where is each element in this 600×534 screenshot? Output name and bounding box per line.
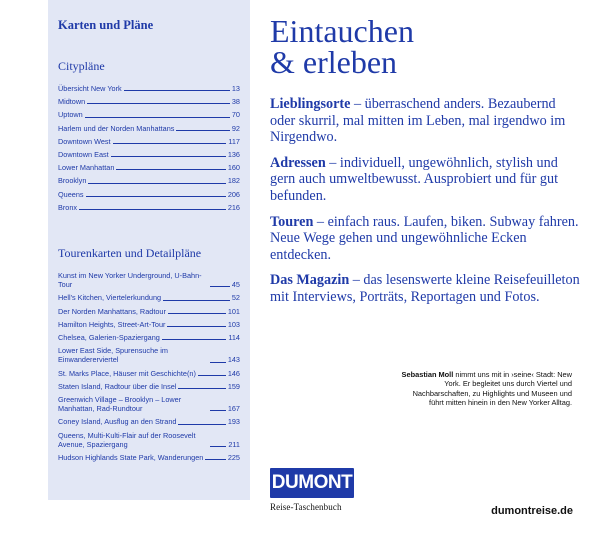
toc-page-number: 114 bbox=[228, 333, 240, 343]
toc-row bbox=[58, 110, 240, 119]
toc-page-number: 101 bbox=[227, 306, 240, 316]
toc-row bbox=[58, 307, 240, 316]
feature-text: – überraschend anders. Bezaubernd oder skurril, mal mitten im Leben, mal irgendwo im Nirgendwo. bbox=[270, 96, 566, 146]
toc-page-number: 160 bbox=[227, 163, 240, 173]
toc-label: Queens bbox=[58, 189, 84, 199]
author-name: Sebastian Moll bbox=[401, 370, 454, 379]
toc-page-number: 70 bbox=[231, 110, 240, 120]
toc-leader-line bbox=[116, 169, 225, 170]
toc-page-number: 167 bbox=[227, 404, 240, 414]
toc-row bbox=[58, 293, 240, 302]
toc-page-number: 211 bbox=[228, 439, 240, 449]
toc-page-number: 52 bbox=[231, 293, 240, 303]
main-title bbox=[270, 13, 580, 80]
toc-leader-line bbox=[210, 362, 226, 363]
toc-label: Lower Manhattan bbox=[58, 163, 115, 173]
toc-page-number: 225 bbox=[227, 453, 240, 463]
toc-label: Der Norden Manhattans, Radtour bbox=[58, 306, 166, 316]
feature-lead: Das Magazin bbox=[270, 272, 350, 289]
toc-leader-line bbox=[210, 286, 230, 287]
toc-label: Lower East Side, Spurensuche im Einwandererviertel bbox=[58, 346, 168, 365]
toc-label: Harlem und der Norden Manhattans bbox=[58, 123, 175, 133]
website-url[interactable]: dumontreise.de bbox=[491, 505, 573, 517]
toc-label: Staten Island, Radtour über die Insel bbox=[58, 381, 177, 391]
toc-label: Chelsea, Galerien-Spaziergang bbox=[58, 333, 160, 343]
toc-leader-line bbox=[79, 209, 226, 210]
toc-label: Uptown bbox=[58, 110, 83, 120]
toc-row bbox=[58, 84, 240, 93]
toc-leader-line bbox=[113, 143, 227, 144]
toc-label: Kunst im New Yorker Underground, U-Bahn-Tour bbox=[58, 271, 202, 290]
toc-page-number: 136 bbox=[227, 150, 240, 160]
toc-page-number: 206 bbox=[227, 189, 240, 199]
toc-page-number: 13 bbox=[231, 84, 240, 93]
toc-row bbox=[58, 369, 240, 378]
toc-page-number: 143 bbox=[227, 355, 240, 365]
toc-leader-line bbox=[88, 183, 225, 184]
city-maps-list bbox=[58, 84, 240, 212]
toc-row bbox=[58, 150, 240, 159]
toc-row bbox=[58, 395, 240, 413]
feature-lead: Adressen bbox=[270, 154, 326, 171]
toc-row bbox=[58, 190, 240, 199]
toc-page-number: 146 bbox=[227, 368, 240, 378]
toc-label: Coney Island, Ausflug an den Strand bbox=[58, 417, 177, 427]
toc-label: Midtown bbox=[58, 97, 86, 107]
toc-label: Brooklyn bbox=[58, 176, 87, 186]
toc-leader-line bbox=[111, 156, 226, 157]
feature-lead: Lieblingsorte bbox=[270, 96, 351, 112]
feature-text: – einfach raus. Laufen, biken. Subway fahren. Neue Wege gehen und ungewöhnliche Ecken entdecken. bbox=[270, 213, 579, 263]
toc-row bbox=[58, 271, 240, 289]
toc-label: Hamilton Heights, Street-Art-Tour bbox=[58, 319, 166, 329]
toc-leader-line bbox=[162, 339, 227, 340]
feature-text: – das lesenswerte kleine Reisefeuilleton mit Interviews, Porträts, Reportagen und Fotos. bbox=[270, 272, 580, 305]
toc-page-number: 92 bbox=[231, 123, 240, 133]
toc-row bbox=[58, 453, 240, 462]
toc-leader-line bbox=[168, 313, 226, 314]
toc-leader-line bbox=[205, 459, 225, 460]
tour-maps-title: Tourenkarten und Detailpläne bbox=[58, 246, 202, 261]
maps-heading: Karten und Pläne bbox=[58, 18, 154, 32]
toc-leader-line bbox=[178, 424, 225, 425]
city-maps-title: Citypläne bbox=[58, 59, 105, 73]
toc-page-number: 193 bbox=[227, 417, 240, 427]
toc-page-number: 117 bbox=[228, 136, 240, 146]
toc-leader-line bbox=[86, 196, 226, 197]
toc-leader-line bbox=[176, 130, 229, 131]
feature-paragraph bbox=[270, 155, 580, 205]
toc-label: Downtown West bbox=[58, 136, 111, 146]
toc-label: Greenwich Village – Brooklyn – Lower Manhattan, Rad-Rundtour bbox=[58, 395, 182, 414]
feature-column bbox=[270, 13, 580, 315]
title-line-2: & erleben bbox=[270, 44, 398, 80]
toc-page-number: 182 bbox=[227, 176, 240, 186]
toc-page-number: 45 bbox=[231, 280, 240, 290]
toc-row bbox=[58, 97, 240, 106]
toc-leader-line bbox=[87, 103, 230, 104]
toc-page-number: 38 bbox=[231, 97, 240, 107]
toc-leader-line bbox=[210, 410, 226, 411]
toc-row bbox=[58, 163, 240, 172]
toc-row bbox=[58, 137, 240, 146]
toc-leader-line bbox=[85, 117, 230, 118]
toc-row bbox=[58, 417, 240, 426]
feature-lead: Touren bbox=[270, 213, 314, 230]
tour-maps-list bbox=[58, 271, 240, 462]
toc-row bbox=[58, 203, 240, 212]
toc-label: Übersicht New York bbox=[58, 84, 122, 93]
toc-label: Downtown East bbox=[58, 150, 109, 160]
feature-paragraph bbox=[270, 96, 580, 146]
toc-row bbox=[58, 124, 240, 133]
feature-text: – individuell, ungewöhnlich, stylish und gern auch umweltbewusst. Ausprobiert und für gut befunden. bbox=[270, 154, 559, 204]
toc-row bbox=[58, 176, 240, 185]
toc-page-number: 103 bbox=[227, 319, 240, 329]
toc-row bbox=[58, 431, 240, 449]
feature-paragraph bbox=[270, 214, 580, 264]
toc-leader-line bbox=[167, 326, 225, 327]
toc-label: St. Marks Place, Häuser mit Geschichte(n) bbox=[58, 368, 196, 378]
map-index-panel bbox=[48, 0, 250, 500]
toc-leader-line bbox=[198, 375, 226, 376]
toc-row bbox=[58, 320, 240, 329]
toc-row bbox=[58, 382, 240, 391]
toc-page-number: 216 bbox=[227, 202, 240, 212]
title-line-1: Eintauchen bbox=[270, 13, 414, 49]
toc-row bbox=[58, 346, 240, 364]
toc-label: Queens, Multi-Kulti-Flair auf der Roosevelt Avenue, Spaziergang bbox=[58, 430, 196, 449]
toc-row bbox=[58, 333, 240, 342]
feature-paragraph bbox=[270, 272, 580, 305]
author-blurb bbox=[400, 370, 572, 408]
logo-subtitle: Reise-Taschenbuch bbox=[270, 502, 342, 512]
toc-leader-line bbox=[178, 388, 225, 389]
toc-label: Hudson Highlands State Park, Wanderungen bbox=[58, 453, 204, 463]
toc-label: Hell's Kitchen, Viertelerkundung bbox=[58, 293, 162, 303]
toc-leader-line bbox=[210, 446, 226, 447]
toc-label: Bronx bbox=[58, 202, 78, 212]
toc-leader-line bbox=[124, 90, 230, 91]
toc-leader-line bbox=[163, 300, 230, 301]
author-bio: nimmt uns mit in ›seine‹ Stadt: New York. Er begleitet uns durch Viertel und Nachbarschaften, zu Highlights und Museen und führt mitten hinein in den New Yorker Alltag. bbox=[412, 370, 572, 408]
toc-page-number: 159 bbox=[227, 381, 240, 391]
dumont-logo: DUMONT bbox=[270, 468, 354, 498]
feature-paragraphs bbox=[270, 96, 580, 306]
